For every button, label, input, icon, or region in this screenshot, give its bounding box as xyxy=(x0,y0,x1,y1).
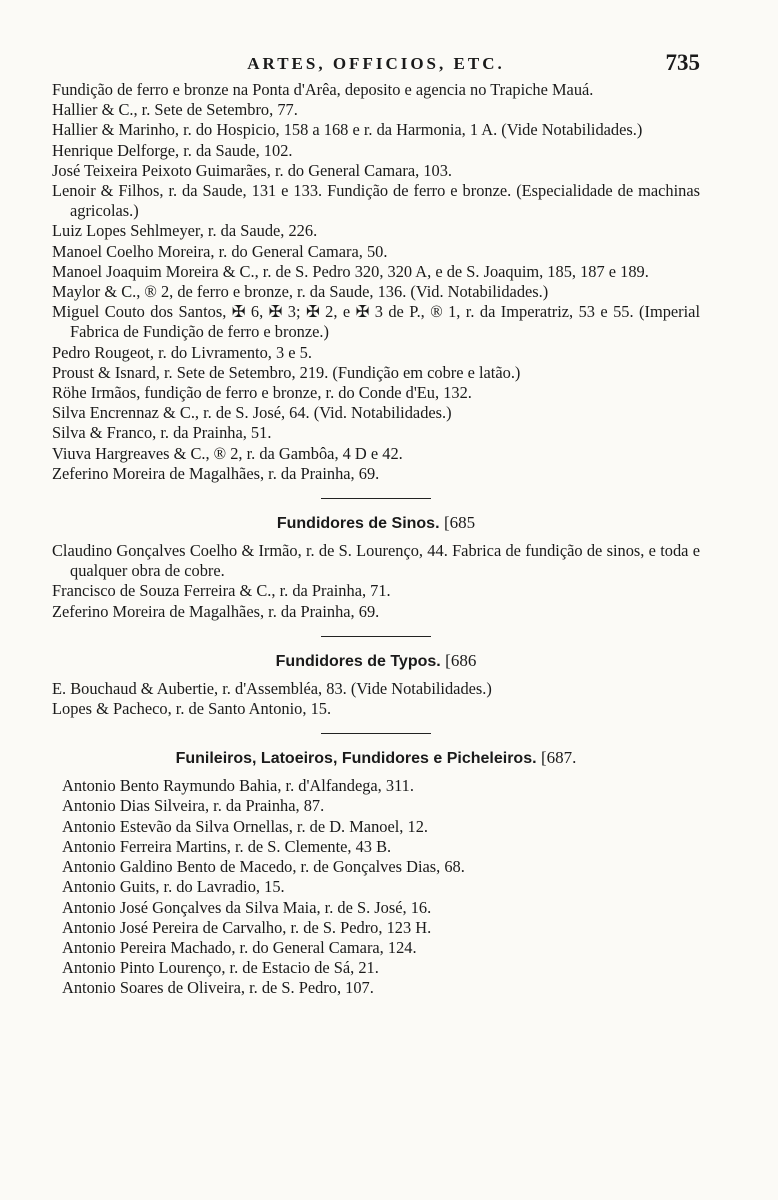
list-item: E. Bouchaud & Aubertie, r. d'Assembléa, 83. (Vide Notabilidades.) xyxy=(52,678,492,698)
section-title: Fundidores de Sinos. xyxy=(276,515,440,533)
list-item: Miguel Couto dos Santos, ✠ 6, ✠ 3; ✠ 2, e ✠ 3 de P., ® 1, r. da Imperatriz, 53 e 55. (Imperial Fabrica de Fundição de ferro e bronze.) xyxy=(52,302,700,342)
list-item: Hallier & Marinho, r. do Hospicio, 158 a 168 e r. da Harmonia, 1 A. (Vide Notabilidades.) xyxy=(52,120,643,140)
page-header xyxy=(52,50,700,80)
list-item: Lopes & Pacheco, r. de Santo Antonio, 15. xyxy=(52,699,332,719)
section-divider xyxy=(321,498,431,499)
section-fundicoes xyxy=(52,80,700,484)
list-item: Antonio Pereira Machado, r. do General Camara, 124. xyxy=(62,937,417,957)
section-heading-typos xyxy=(52,651,700,671)
list-item: Henrique Delforge, r. da Saude, 102. xyxy=(52,140,293,160)
section-funileiros xyxy=(62,776,700,998)
section-number: [687. xyxy=(541,748,577,768)
page xyxy=(52,50,700,999)
list-item: Silva & Franco, r. da Prainha, 51. xyxy=(52,423,272,443)
list-item: Hallier & C., r. Sete de Setembro, 77. xyxy=(52,100,298,120)
list-item: Antonio Ferreira Martins, r. de S. Clemente, 43 B. xyxy=(62,836,392,856)
list-item: Antonio Bento Raymundo Bahia, r. d'Alfandega, 311. xyxy=(62,776,414,796)
list-item: Proust & Isnard, r. Sete de Setembro, 219. (Fundição em cobre e latão.) xyxy=(52,362,521,382)
list-item: Pedro Rougeot, r. do Livramento, 3 e 5. xyxy=(52,342,312,362)
page-number: 735 xyxy=(665,50,700,75)
section-typos xyxy=(52,679,700,719)
running-head: ARTES, OFFICIOS, ETC. xyxy=(247,54,505,73)
list-item: Antonio Pinto Lourenço, r. de Estacio de Sá, 21. xyxy=(62,958,379,978)
section-heading-sinos xyxy=(52,513,700,533)
list-item: Antonio Guits, r. do Lavradio, 15. xyxy=(62,877,285,897)
section-title: Funileiros, Latoeiros, Fundidores e Picheleiros. xyxy=(175,750,537,768)
list-item: Antonio José Pereira de Carvalho, r. de S. Pedro, 123 H. xyxy=(62,917,432,937)
list-item: Fundição de ferro e bronze na Ponta d'Arêa, deposito e agencia no Trapiche Mauá. xyxy=(52,80,594,99)
list-item: Antonio Estevão da Silva Ornellas, r. de D. Manoel, 12. xyxy=(62,816,428,836)
section-number: [686 xyxy=(445,650,477,670)
list-item: Antonio Dias Silveira, r. da Prainha, 87. xyxy=(62,796,325,816)
list-item: Antonio Soares de Oliveira, r. de S. Pedro, 107. xyxy=(62,978,374,998)
list-item: Zeferino Moreira de Magalhães, r. da Prainha, 69. xyxy=(52,463,380,483)
list-item: Claudino Gonçalves Coelho & Irmão, r. de S. Lourenço, 44. Fabrica de fundição de sinos, e toda e qualquer obra de cobre. xyxy=(52,541,700,581)
list-item: Viuva Hargreaves & C., ® 2, r. da Gambôa, 4 D e 42. xyxy=(52,443,403,463)
list-item: Manoel Coelho Moreira, r. do General Camara, 50. xyxy=(52,241,388,261)
list-item: Maylor & C., ® 2, de ferro e bronze, r. da Saude, 136. (Vid. Notabilidades.) xyxy=(52,282,549,302)
list-item: Lenoir & Filhos, r. da Saude, 131 e 133. Fundição de ferro e bronze. (Especialidade de machinas agricolas.) xyxy=(52,181,700,221)
list-item: José Teixeira Peixoto Guimarães, r. do General Camara, 103. xyxy=(52,160,453,180)
list-item: Antonio Galdino Bento de Macedo, r. de Gonçalves Dias, 68. xyxy=(62,857,465,877)
list-item: Luiz Lopes Sehlmeyer, r. da Saude, 226. xyxy=(52,221,318,241)
list-item: Antonio José Gonçalves da Silva Maia, r. de S. José, 16. xyxy=(62,897,432,917)
list-item: Francisco de Souza Ferreira & C., r. da Prainha, 71. xyxy=(52,581,391,601)
section-divider xyxy=(321,733,431,734)
list-item: Silva Encrennaz & C., r. de S. José, 64. (Vid. Notabilidades.) xyxy=(52,403,452,423)
section-title: Fundidores de Typos. xyxy=(275,652,441,670)
list-item: Röhe Irmãos, fundição de ferro e bronze, r. do Conde d'Eu, 132. xyxy=(52,383,472,403)
list-item: Manoel Joaquim Moreira & C., r. de S. Pedro 320, 320 A, e de S. Joaquim, 185, 187 e 189. xyxy=(52,261,649,281)
section-divider xyxy=(321,636,431,637)
section-heading-funileiros xyxy=(52,748,700,768)
section-number: [685 xyxy=(443,513,476,533)
list-item: Zeferino Moreira de Magalhães, r. da Prainha, 69. xyxy=(52,601,380,621)
section-sinos xyxy=(52,541,700,622)
